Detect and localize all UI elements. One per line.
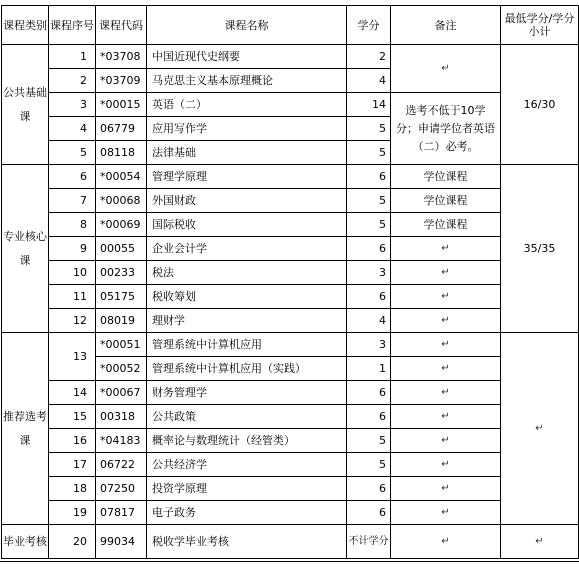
header-credit: 学分 [347,6,391,45]
name-cell: 税法 [147,261,347,285]
header-seq: 课程序号 [49,6,96,45]
table-row [2,237,579,261]
credit-cell: 6 [347,405,391,429]
seq-cell: 9 [49,237,96,261]
seq-cell: 3 [49,93,96,117]
table-row [2,213,579,237]
name-cell: 英语（二） [147,93,347,117]
graduation-subtotal: ↵ [501,525,579,559]
name-cell: 税收学毕业考核 [147,525,347,559]
credit-cell: 14 [347,93,391,117]
seq-cell: 12 [49,309,96,333]
name-cell: 中国近现代史纲要 [147,45,347,69]
remark-empty: ↵ [391,357,501,381]
remark-cell: 学位课程 [391,189,501,213]
page-bottom-rule [0,561,579,562]
seq-cell: 19 [49,501,96,525]
table-row [2,309,579,333]
credit-cell: 5 [347,189,391,213]
credit-cell: 2 [347,45,391,69]
remark-empty: ↵ [391,333,501,357]
credit-cell: 5 [347,453,391,477]
credit-cell: 4 [347,69,391,93]
credit-cell: 5 [347,141,391,165]
category-graduation: 毕业考核 [2,525,49,559]
name-cell: 财务管理学 [147,381,347,405]
header-category: 课程类别 [2,6,49,45]
public-subtotal: 16/30 [501,45,579,165]
header-min-credit: 最低学分/学分小计 [501,6,579,45]
name-cell: 外国财政 [147,189,347,213]
seq-cell: 6 [49,165,96,189]
seq-cell: 15 [49,405,96,429]
name-cell: 概率论与数理统计（经管类） [147,429,347,453]
seq-cell: 5 [49,141,96,165]
code-cell: 08019 [96,309,147,333]
seq-cell: 20 [49,525,96,559]
seq-cell: 2 [49,69,96,93]
name-cell: 企业会计学 [147,237,347,261]
remark-cell: 学位课程 [391,165,501,189]
remark-empty: ↵ [391,405,501,429]
code-cell: *00052 [96,357,147,381]
credit-cell: 3 [347,333,391,357]
credit-cell: 6 [347,501,391,525]
code-cell: *00069 [96,213,147,237]
seq-cell: 13 [49,333,96,381]
credit-cell: 不计学分 [347,525,391,559]
header-name: 课程名称 [147,6,347,45]
public-remark: 选考不低于10学分；申请学位者英语（二）必考。 [391,93,501,165]
table-row [2,45,579,69]
code-cell: *00054 [96,165,147,189]
remark-empty: ↵ [391,477,501,501]
seq-cell: 14 [49,381,96,405]
table-row [2,93,579,117]
table-row [2,429,579,453]
code-cell: 08118 [96,141,147,165]
remark-empty: ↵ [391,381,501,405]
credit-cell: 6 [347,477,391,501]
category-public: 公共基础课 [2,45,49,165]
credit-cell: 6 [347,285,391,309]
credit-cell: 5 [347,429,391,453]
table-row [2,525,579,559]
code-cell: 06722 [96,453,147,477]
major-subtotal: 35/35 [501,165,579,333]
code-cell: *00015 [96,93,147,117]
seq-cell: 17 [49,453,96,477]
remark-empty: ↵ [391,237,501,261]
code-cell: 07817 [96,501,147,525]
name-cell: 法律基础 [147,141,347,165]
seq-cell: 1 [49,45,96,69]
name-cell: 管理学原理 [147,165,347,189]
seq-cell: 16 [49,429,96,453]
code-cell: 05175 [96,285,147,309]
code-cell: 06779 [96,117,147,141]
seq-cell: 4 [49,117,96,141]
code-cell: *00068 [96,189,147,213]
seq-cell: 10 [49,261,96,285]
header-row [2,6,579,45]
code-cell: 07250 [96,477,147,501]
elective-subtotal: ↵ [501,333,579,525]
credit-cell: 3 [347,261,391,285]
name-cell: 税收筹划 [147,285,347,309]
credit-cell: 4 [347,309,391,333]
name-cell: 马克思主义基本原理概论 [147,69,347,93]
name-cell: 国际税收 [147,213,347,237]
curriculum-table [1,5,579,559]
name-cell: 公共经济学 [147,453,347,477]
table-row [2,405,579,429]
table-row [2,477,579,501]
credit-cell: 6 [347,381,391,405]
remark-empty: ↵ [391,309,501,333]
remark-empty: ↵ [391,501,501,525]
remark-empty: ↵ [391,261,501,285]
code-cell: 00233 [96,261,147,285]
header-remark: 备注 [391,6,501,45]
seq-cell: 7 [49,189,96,213]
table-row [2,381,579,405]
code-cell: 99034 [96,525,147,559]
remark-empty: ↵ [391,525,501,559]
name-cell: 投资学原理 [147,477,347,501]
remark-empty: ↵ [391,453,501,477]
table-row [2,285,579,309]
code-cell: *00051 [96,333,147,357]
code-cell: 00055 [96,237,147,261]
name-cell: 理财学 [147,309,347,333]
name-cell: 管理系统中计算机应用 [147,333,347,357]
code-cell: *04183 [96,429,147,453]
header-code: 课程代码 [96,6,147,45]
seq-cell: 18 [49,477,96,501]
credit-cell: 5 [347,213,391,237]
code-cell: *03709 [96,69,147,93]
category-major: 专业核心课 [2,165,49,333]
table-row [2,165,579,189]
category-elective: 推荐选考课 [2,333,49,525]
remark-empty: ↵ [391,285,501,309]
seq-cell: 8 [49,213,96,237]
remark-empty: ↵ [391,429,501,453]
credit-cell: 5 [347,117,391,141]
table-row [2,189,579,213]
credit-cell: 1 [347,357,391,381]
code-cell: *03708 [96,45,147,69]
table-row [2,501,579,525]
table-row [2,261,579,285]
name-cell: 电子政务 [147,501,347,525]
code-cell: *00067 [96,381,147,405]
code-cell: 00318 [96,405,147,429]
seq-cell: 11 [49,285,96,309]
name-cell: 公共政策 [147,405,347,429]
credit-cell: 6 [347,165,391,189]
remark-empty: ↵ [391,45,501,93]
credit-cell: 6 [347,237,391,261]
name-cell: 应用写作学 [147,117,347,141]
remark-cell: 学位课程 [391,213,501,237]
table-row [2,333,579,357]
name-cell: 管理系统中计算机应用（实践） [147,357,347,381]
table-row [2,453,579,477]
